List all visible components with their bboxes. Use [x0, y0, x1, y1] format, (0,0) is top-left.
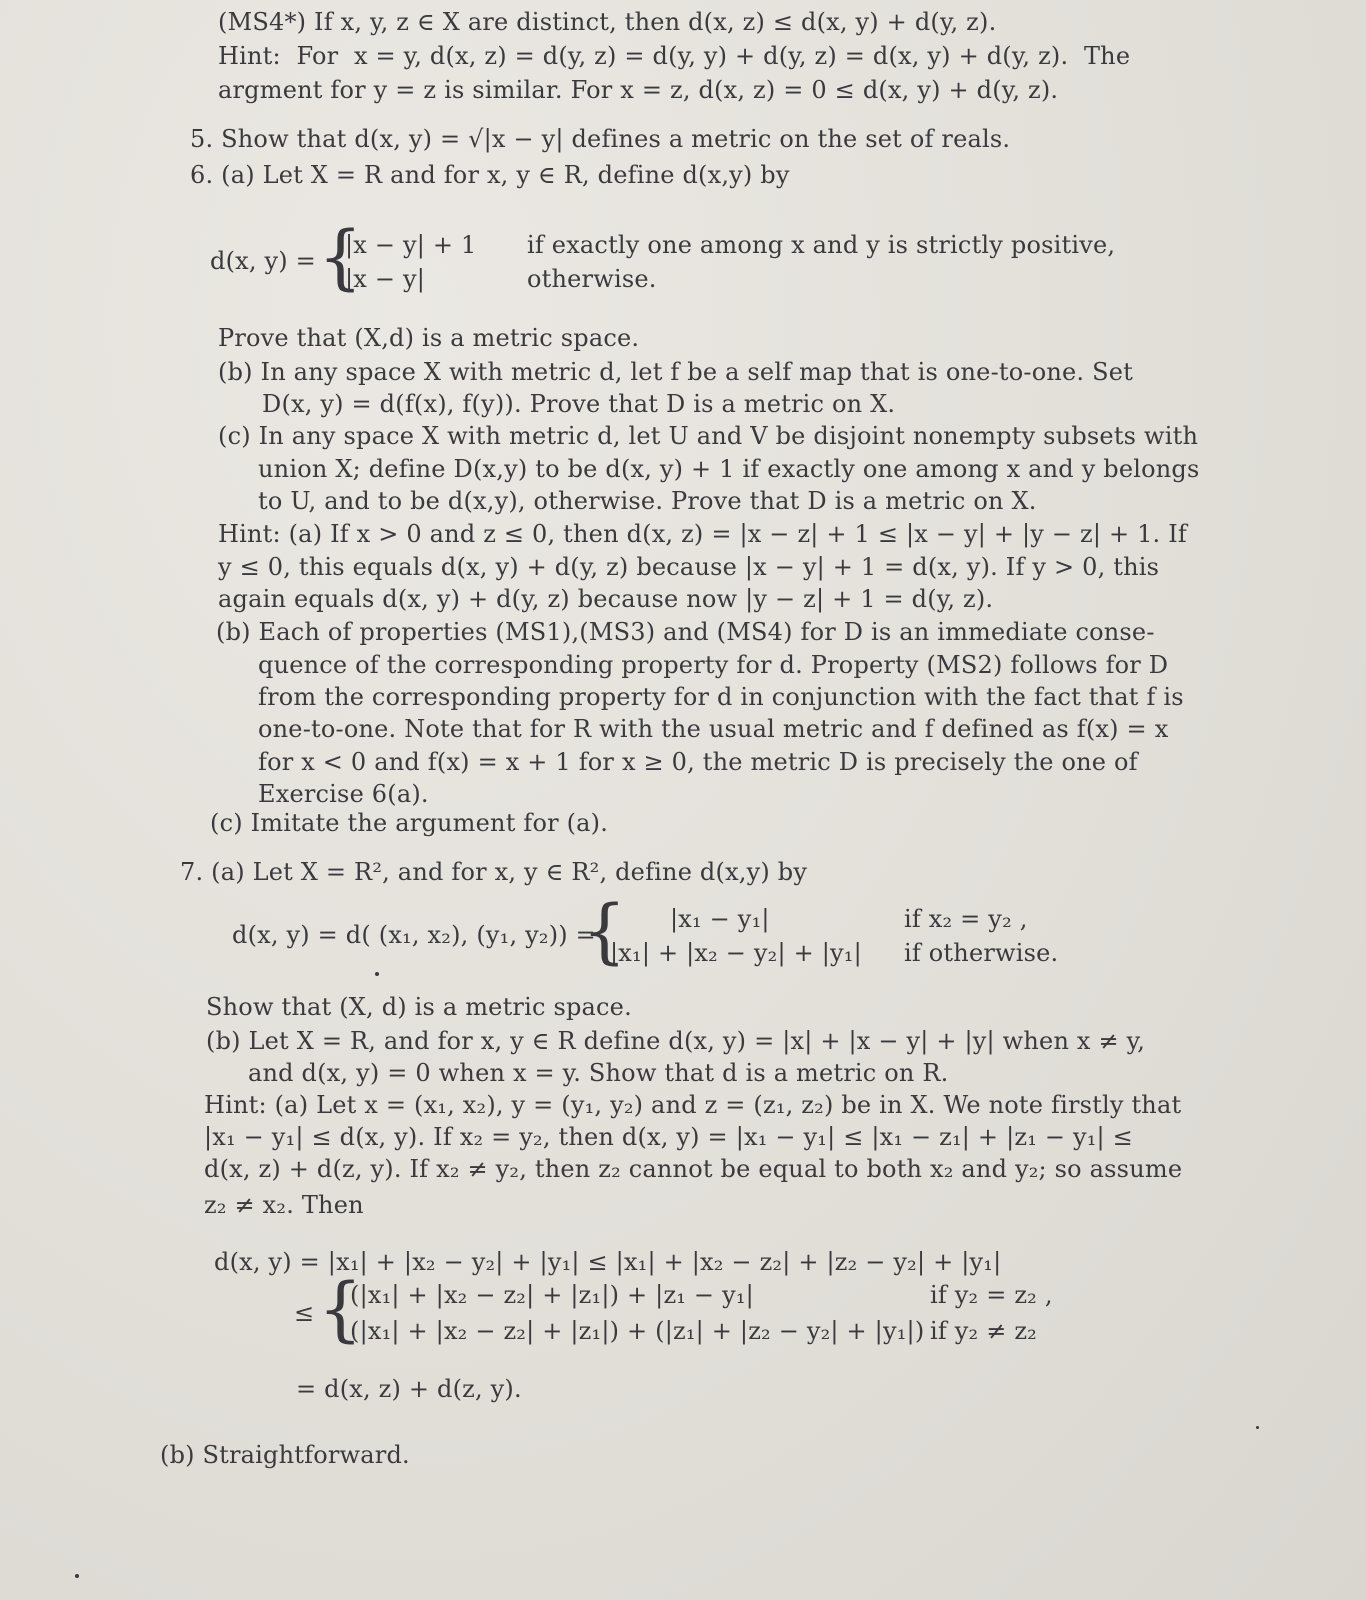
hint-6b-line-4: one-to-one. Note that for R with the usual metric and f defined as f(x) = x — [258, 715, 1169, 743]
exercise-5: 5. Show that d(x, y) = √|x − y| defines a metric on the set of reals. — [190, 125, 1011, 153]
hint-7a-line-3: d(x, z) + d(z, y). If x₂ ≠ y₂, then z₂ cannot be equal to both x₂ and y₂; so assume — [204, 1155, 1183, 1183]
exercise-7a-lhs: d(x, y) = d( (x₁, x₂), (y₁, y₂)) = — [232, 921, 596, 949]
ms4-statement: (MS4*) If x, y, z ∈ X are distinct, then d(x, z) ≤ d(x, y) + d(y, z). — [218, 8, 997, 36]
equation-case-2-cond: if y₂ ≠ z₂ — [930, 1317, 1037, 1345]
exercise-7b-line-2: and d(x, y) = 0 when x = y. Show that d is a metric on R. — [248, 1059, 949, 1087]
equation-le-sign: ≤ — [294, 1299, 315, 1327]
exercise-7a-intro: 7. (a) Let X = R², and for x, y ∈ R², define d(x,y) by — [180, 858, 808, 886]
exercise-7a-show: Show that (X, d) is a metric space. — [206, 993, 632, 1021]
exercise-6b-line-2: D(x, y) = d(f(x), f(y)). Prove that D is a metric on X. — [262, 390, 896, 418]
equation-case-1-cond: if y₂ = z₂ , — [930, 1281, 1053, 1309]
hint-6b-line-2: quence of the corresponding property for d. Property (MS2) follows for D — [258, 651, 1169, 679]
exercise-6c-line-3: to U, and to be d(x,y), otherwise. Prove that D is a metric on X. — [258, 487, 1037, 515]
exercise-6a-case-1-expr: |x − y| + 1 — [345, 231, 477, 259]
hint-7b: (b) Straightforward. — [160, 1441, 410, 1469]
exercise-6b-line-1: (b) In any space X with metric d, let f be a self map that is one-to-one. Set — [218, 358, 1133, 386]
exercise-7a-case-2-cond: if otherwise. — [904, 939, 1059, 967]
hint-7a-line-2: |x₁ − y₁| ≤ d(x, y). If x₂ = y₂, then d(x, y) = |x₁ − y₁| ≤ |x₁ − z₁| + |z₁ − y₁| ≤ — [204, 1123, 1133, 1151]
hint-6b-line-1: (b) Each of properties (MS1),(MS3) and (MS4) for D is an immediate conse- — [216, 618, 1155, 646]
exercise-7a-case-1-cond: if x₂ = y₂ , — [904, 905, 1028, 933]
hint-6c: (c) Imitate the argument for (a). — [210, 809, 609, 837]
exercise-7a-case-2-expr: |x₁| + |x₂ − y₂| + |y₁| — [610, 939, 862, 967]
exercise-7b-line-1: (b) Let X = R, and for x, y ∈ R define d(x, y) = |x| + |x − y| + |y| when x ≠ y, — [206, 1027, 1146, 1055]
hint-6b-line-3: from the corresponding property for d in conjunction with the fact that f is — [258, 683, 1184, 711]
equation-case-2-expr: (|x₁| + |x₂ − z₂| + |z₁|) + (|z₁| + |z₂ − y₂| + |y₁|) — [350, 1317, 925, 1345]
exercise-6a-case-2-cond: otherwise. — [527, 265, 657, 293]
paper-speck — [375, 972, 379, 976]
exercise-6a-lhs: d(x, y) = — [210, 247, 316, 275]
ms4-hint-line-1: Hint: For x = y, d(x, z) = d(y, z) = d(y, y) + d(y, z) = d(x, y) + d(y, z). The — [218, 42, 1131, 70]
left-brace-icon: { — [318, 216, 363, 298]
left-brace-icon: { — [582, 890, 627, 972]
exercise-7a-case-1-expr: |x₁ − y₁| — [670, 905, 770, 933]
left-brace-icon: { — [318, 1268, 363, 1350]
exercise-6c-line-1: (c) In any space X with metric d, let U and V be disjoint nonempty subsets with — [218, 422, 1199, 450]
exercise-6c-line-2: union X; define D(x,y) to be d(x, y) + 1 if exactly one among x and y belongs — [258, 455, 1200, 483]
hint-7a-line-1: Hint: (a) Let x = (x₁, x₂), y = (y₁, y₂) and z = (z₁, z₂) be in X. We note firstly that — [204, 1091, 1182, 1119]
paper-speck — [1256, 1426, 1259, 1429]
hint-6a-line-1: Hint: (a) If x > 0 and z ≤ 0, then d(x, z) = |x − z| + 1 ≤ |x − y| + |y − z| + 1. If — [218, 520, 1187, 548]
hint-6a-line-3: again equals d(x, y) + d(y, z) because now |y − z| + 1 = d(y, z). — [218, 585, 994, 613]
equation-result: = d(x, z) + d(z, y). — [296, 1375, 522, 1403]
paper-speck — [75, 1574, 79, 1578]
equation-case-1-expr: (|x₁| + |x₂ − z₂| + |z₁|) + |z₁ − y₁| — [350, 1281, 754, 1309]
exercise-6a-case-2-expr: |x − y| — [345, 265, 426, 293]
exercise-6a-case-1-cond: if exactly one among x and y is strictly positive, — [527, 231, 1116, 259]
ms4-hint-line-2: argment for y = z is similar. For x = z, d(x, z) = 0 ≤ d(x, y) + d(y, z). — [218, 76, 1059, 104]
exercise-6a-prove: Prove that (X,d) is a metric space. — [218, 324, 640, 352]
hint-6a-line-2: y ≤ 0, this equals d(x, y) + d(y, z) because |x − y| + 1 = d(x, y). If y > 0, this — [218, 553, 1160, 581]
hint-6b-line-6: Exercise 6(a). — [258, 780, 429, 808]
exercise-6a-intro: 6. (a) Let X = R and for x, y ∈ R, define d(x,y) by — [190, 161, 790, 189]
hint-7a-line-4: z₂ ≠ x₂. Then — [204, 1191, 364, 1219]
equation-line-1: d(x, y) = |x₁| + |x₂ − y₂| + |y₁| ≤ |x₁| + |x₂ − z₂| + |z₂ − y₂| + |y₁| — [214, 1248, 1002, 1276]
hint-6b-line-5: for x < 0 and f(x) = x + 1 for x ≥ 0, the metric D is precisely the one of — [258, 748, 1138, 776]
